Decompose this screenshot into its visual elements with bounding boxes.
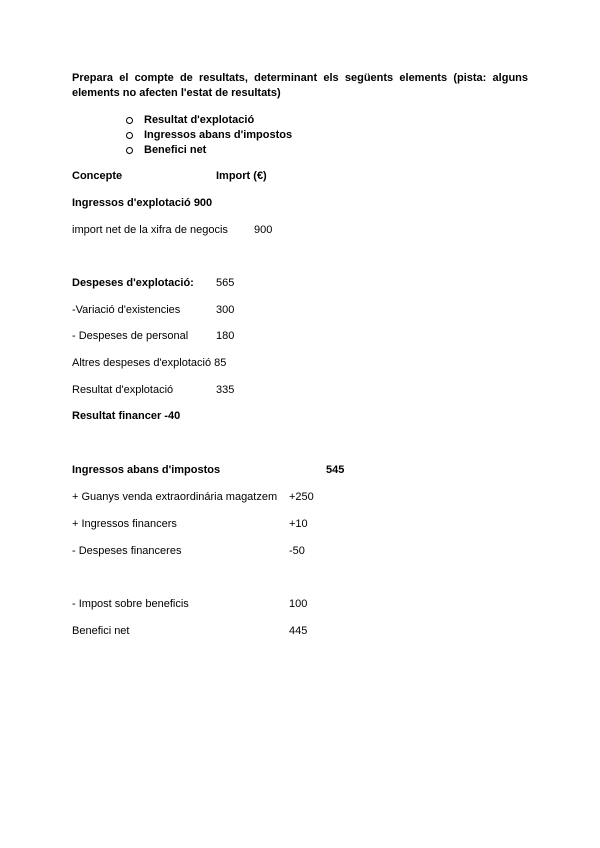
- bullet-item: Benefici net: [126, 143, 292, 158]
- circle-bullet-icon: [126, 117, 133, 124]
- financial-result: Resultat financer -40: [72, 410, 181, 422]
- financial-expenses-value: -50: [289, 545, 305, 557]
- personnel-expenses-label: - Despeses de personal: [72, 330, 189, 342]
- bullet-list: [126, 113, 292, 158]
- extraordinary-gain-value: +250: [289, 491, 314, 503]
- pretax-income-value: 545: [326, 464, 345, 476]
- operating-expenses-value: 565: [216, 277, 235, 289]
- net-turnover-label: import net de la xifra de negocis: [72, 224, 228, 236]
- personnel-expenses-value: 180: [216, 330, 235, 342]
- operating-expenses-heading: Despeses d'explotació:: [72, 277, 194, 289]
- operating-result-label: Resultat d'explotació: [72, 384, 174, 396]
- operating-result-value: 335: [216, 384, 235, 396]
- income-tax-label: - Impost sobre beneficis: [72, 598, 189, 610]
- other-operating-expenses: Altres despeses d'explotació 85: [72, 357, 227, 369]
- instruction-text: Prepara el compte de resultats, determinant els següents elements (pista: alguns elements no afecten l'estat de resultats): [72, 72, 528, 99]
- header-concept: Concepte: [72, 170, 123, 182]
- net-turnover-value: 900: [254, 224, 273, 236]
- extraordinary-gain-label: + Guanys venda extraordinária magatzem: [72, 491, 278, 503]
- net-profit-value: 445: [289, 625, 308, 637]
- header-amount: Import (€): [216, 170, 267, 182]
- bullet-item: Resultat d'explotació: [126, 113, 292, 128]
- circle-bullet-icon: [126, 147, 133, 154]
- operating-income-heading: Ingressos d'explotació 900: [72, 197, 213, 209]
- inventory-variation-value: 300: [216, 304, 235, 316]
- pretax-income-label: Ingressos abans d'impostos: [72, 464, 221, 476]
- financial-expenses-label: - Despeses financeres: [72, 545, 182, 557]
- inventory-variation-label: -Variació d'existencies: [72, 304, 181, 316]
- income-tax-value: 100: [289, 598, 308, 610]
- financial-income-value: +10: [289, 518, 308, 530]
- bullet-item: Ingressos abans d'impostos: [126, 128, 292, 143]
- net-profit-label: Benefici net: [72, 625, 130, 637]
- circle-bullet-icon: [126, 132, 133, 139]
- financial-income-label: + Ingressos financers: [72, 518, 177, 530]
